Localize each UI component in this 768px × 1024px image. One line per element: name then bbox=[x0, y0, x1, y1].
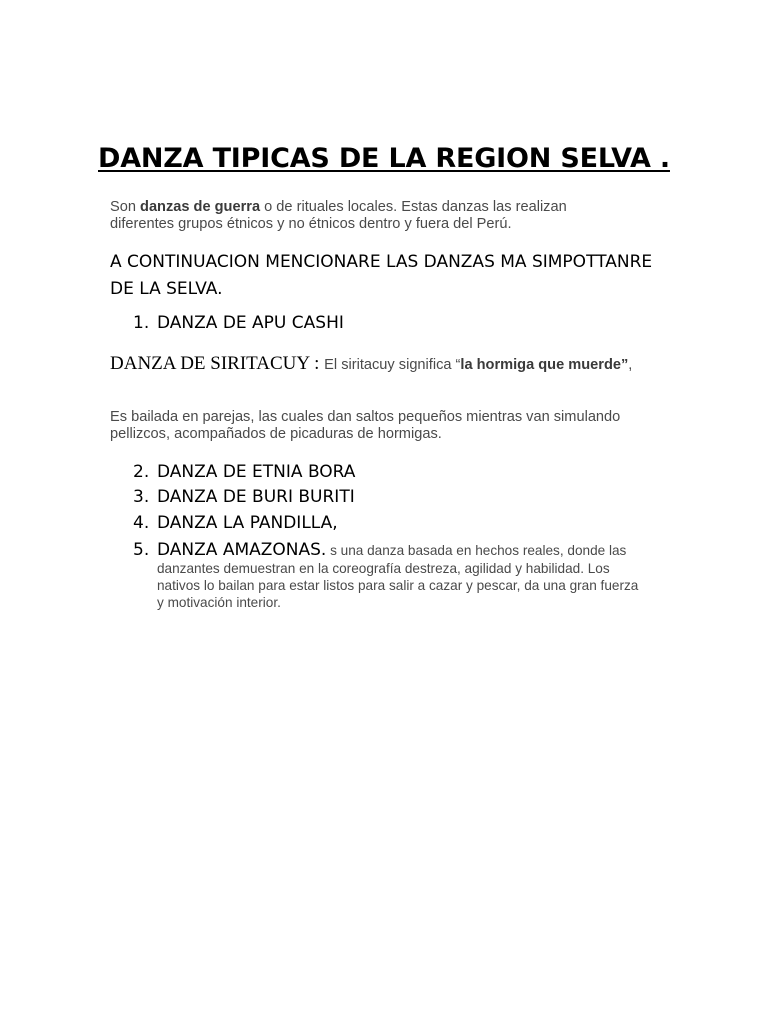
page-title: DANZA TIPICAS DE LA REGION SELVA . bbox=[98, 143, 670, 174]
list-number: 2. bbox=[133, 462, 150, 482]
intro-prefix: Son bbox=[110, 199, 141, 215]
intro-bold: danzas de guerra bbox=[140, 199, 261, 215]
list-label: DANZA DE BURI BURITI bbox=[157, 487, 355, 507]
list-label: DANZA DE ETNIA BORA bbox=[157, 462, 356, 482]
list-item-3 bbox=[133, 486, 355, 508]
list-item-1 bbox=[133, 312, 344, 334]
siritacuy-bold: la hormiga que muerde” bbox=[460, 357, 629, 373]
siritacuy-end: , bbox=[628, 357, 633, 373]
list-number: 3. bbox=[133, 487, 150, 507]
subheading: A CONTINUACION MENCIONARE LAS DANZAS MA SIMPOTTANRE DE LA SELVA. bbox=[110, 252, 653, 299]
intro-paragraph bbox=[110, 199, 630, 233]
list-label: DANZA DE APU CASHI bbox=[157, 313, 344, 333]
list-item-4 bbox=[133, 512, 338, 534]
list-label: DANZA LA PANDILLA, bbox=[157, 513, 338, 533]
siritacuy-text: El siritacuy significa “ bbox=[324, 357, 461, 373]
list-item-5 bbox=[133, 540, 653, 611]
list-number: 1. bbox=[133, 313, 150, 333]
bailada-paragraph: Es bailada en parejas, las cuales dan saltos pequeños mientras van simulando pellizcos, acompañados de picaduras de hormigas. bbox=[110, 409, 621, 442]
list-item-2 bbox=[133, 461, 355, 483]
amazonas-desc-rest: danzantes demuestran en la coreografía destreza, agilidad y habilidad. Los nativos lo bailan para estar listos para salir a cazar y pescar, da una gran fuerza y motivación interior. bbox=[157, 561, 639, 610]
list-label: DANZA AMAZONAS. bbox=[157, 540, 327, 560]
amazonas-desc-first: s una danza basada en hechos reales, donde las bbox=[326, 543, 627, 558]
list-number: 5. bbox=[133, 540, 150, 560]
intro-rest: o de rituales locales. Estas danzas las realizan diferentes grupos étnicos y no étnicos dentro y fuera del Perú. bbox=[110, 199, 567, 232]
siritacuy-paragraph bbox=[110, 355, 640, 374]
list-number: 4. bbox=[133, 513, 150, 533]
siritacuy-heading: DANZA DE SIRITACUY : bbox=[110, 353, 325, 374]
